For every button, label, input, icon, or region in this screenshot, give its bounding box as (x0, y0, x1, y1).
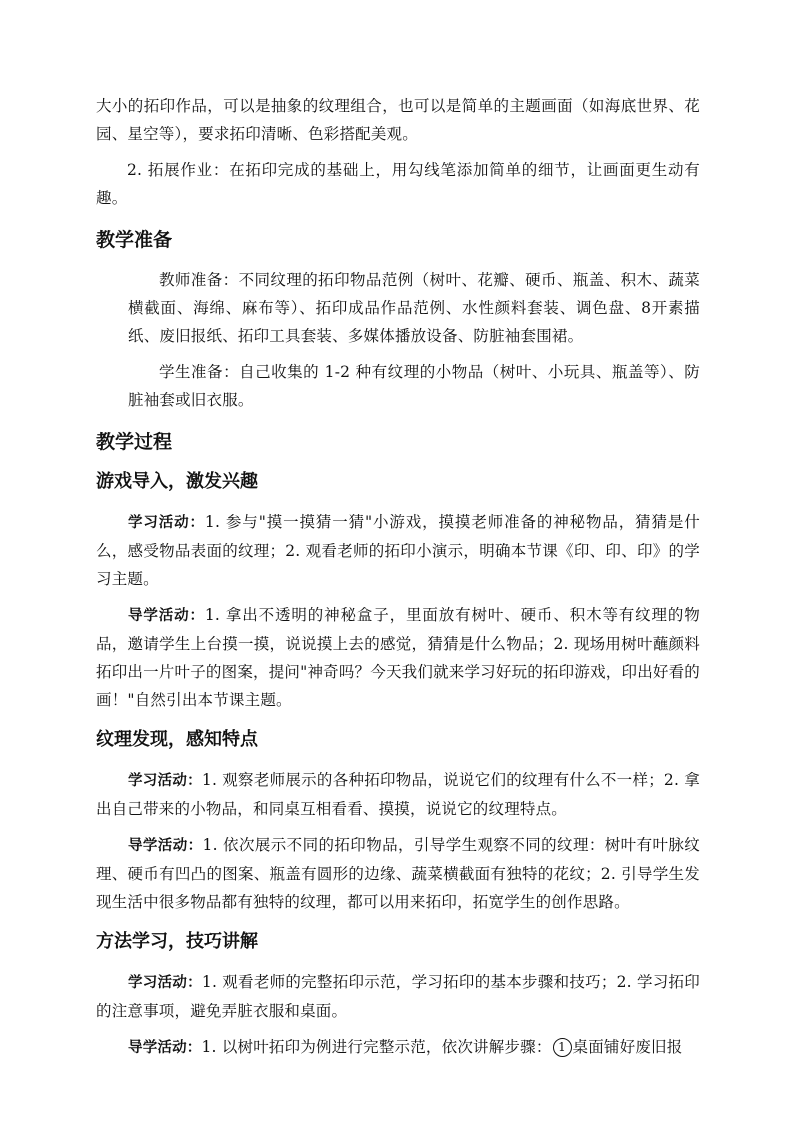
learning-activity-1 (96, 508, 700, 593)
guiding-activity-2 (96, 831, 700, 916)
guiding-activity-3 (96, 1033, 700, 1062)
homework-paragraph-2: 2. 拓展作业：在拓印完成的基础上，用勾线笔添加简单的细节，让画面更生动有趣。 (96, 161, 700, 207)
learning-activity-text: 1. 观看老师的完整拓印示范，学习拓印的基本步骤和技巧；2. 学习拓印的注意事项，避免弄脏衣服和桌面。 (96, 973, 701, 1020)
homework-paragraph-1: 大小的拓印作品，可以是抽象的纹理组合，也可以是简单的主题画面（如海底世界、花园、星空等），要求拓印清晰、色彩搭配美观。 (96, 97, 700, 143)
learning-activity-label: 学习活动： (128, 773, 202, 789)
guiding-activity-label: 导学活动： (128, 1040, 202, 1056)
document-page (96, 92, 700, 1070)
teacher-prep-paragraph: 教师准备：不同纹理的拓印物品范例（树叶、花瓣、硬币、瓶盖、积木、蔬菜横截面、海绵、麻布等）、拓印成品作品范例、水性颜料套装、调色盘、8开素描纸、废旧报纸、拓印工具套装、多媒体播放设备、防脏袖套围裙。 (128, 271, 700, 345)
section-heading-prep: 教学准备 (96, 229, 173, 251)
guiding-activity-label: 导学活动： (128, 838, 203, 854)
subsection-heading-2: 纹理发现，感知特点 (96, 729, 258, 750)
guiding-activity-text: 1. 拿出不透明的神秘盒子，里面放有树叶、硬币、积木等有纹理的物品，邀请学生上台摸一摸，说说摸上去的感觉，猜猜是什么物品；2. 现场用树叶蘸颜料拓印出一片叶子的图案，提问"神奇吗？今天我们就来学习好玩的拓印游戏，印出好看的画！"自然引出本节课主题。 (96, 606, 701, 709)
learning-activity-label: 学习活动： (128, 975, 202, 991)
learning-activity-text: 1. 参与"摸一摸猜一猜"小游戏，摸摸老师准备的神秘物品，猜猜是什么，感受物品表面的纹理；2. 观看老师的拓印小演示，明确本节课《印、印、印》的学习主题。 (96, 513, 701, 588)
subsection-heading-1: 游戏导入，激发兴趣 (96, 471, 258, 492)
learning-activity-3 (96, 968, 700, 1025)
learning-activity-2 (96, 766, 700, 823)
learning-activity-text: 1. 观察老师展示的各种拓印物品，说说它们的纹理有什么不一样；2. 拿出自己带来的小物品，和同桌互相看看、摸摸，说说它的纹理特点。 (96, 771, 701, 818)
circled-number-1: 1 (553, 1038, 572, 1057)
subsection-heading-3: 方法学习，技巧讲解 (96, 931, 258, 952)
learning-activity-label: 学习活动： (128, 515, 205, 531)
guiding-activity-1 (96, 601, 700, 714)
section-heading-process: 教学过程 (96, 431, 173, 453)
student-prep-paragraph: 学生准备：自己收集的 1-2 种有纹理的小物品（树叶、小玩具、瓶盖等）、防脏袖套或旧衣服。 (128, 363, 700, 409)
guiding-activity-text: 1. 以树叶拓印为例进行完整示范，依次讲解步骤： (201, 1038, 552, 1056)
guiding-activity-label: 导学活动： (128, 608, 205, 624)
guiding-activity-text-continued: 桌面铺好废旧报 (572, 1038, 683, 1056)
guiding-activity-text: 1. 依次展示不同的拓印物品，引导学生观察不同的纹理：树叶有叶脉纹理、硬币有凹凸的图案、瓶盖有圆形的边缘、蔬菜横截面有独特的花纹；2. 引导学生发现生活中很多物品都有独特的纹理，都可以用来拓印，拓宽学生的创作思路。 (96, 836, 700, 911)
